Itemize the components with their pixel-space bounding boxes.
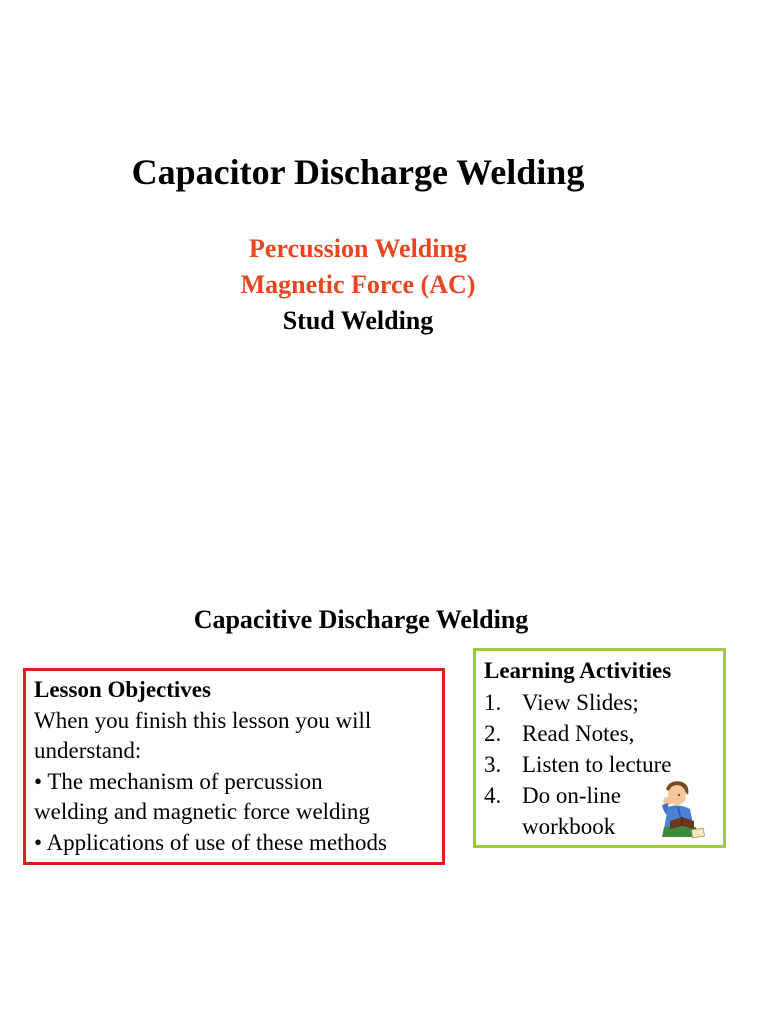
section-title: Capacitive Discharge Welding <box>193 605 529 634</box>
objective-line: understand: <box>34 738 142 763</box>
topic-stud-welding: Stud Welding <box>282 306 434 335</box>
activity-item: 1. View Slides; <box>484 690 639 715</box>
activity-item: 3. Listen to lecture <box>484 752 672 777</box>
activity-item-continuation: workbook <box>522 814 616 839</box>
activity-item: 2. Read Notes, <box>484 721 635 746</box>
activity-item: 4. Do on-line <box>484 783 622 808</box>
learning-activities-heading: Learning Activities <box>484 658 672 683</box>
objective-line: When you finish this lesson you will <box>34 707 372 733</box>
topic-percussion-welding: Percussion Welding <box>249 234 467 263</box>
student-reading-icon <box>648 779 710 841</box>
objective-line: • The mechanism of percussion <box>34 768 323 794</box>
activities-list <box>484 687 671 842</box>
objective-line: • Applications of use of these methods <box>34 829 387 855</box>
lesson-objectives-box <box>23 668 445 865</box>
lesson-objectives-heading: Lesson Objectives <box>34 677 211 702</box>
learning-activities-box <box>473 648 726 848</box>
slide-title: Capacitor Discharge Welding <box>131 152 585 192</box>
objective-line: welding and magnetic force welding <box>34 799 370 824</box>
lesson-objectives-text <box>34 675 387 858</box>
topic-magnetic-force: Magnetic Force (AC) <box>240 270 476 299</box>
